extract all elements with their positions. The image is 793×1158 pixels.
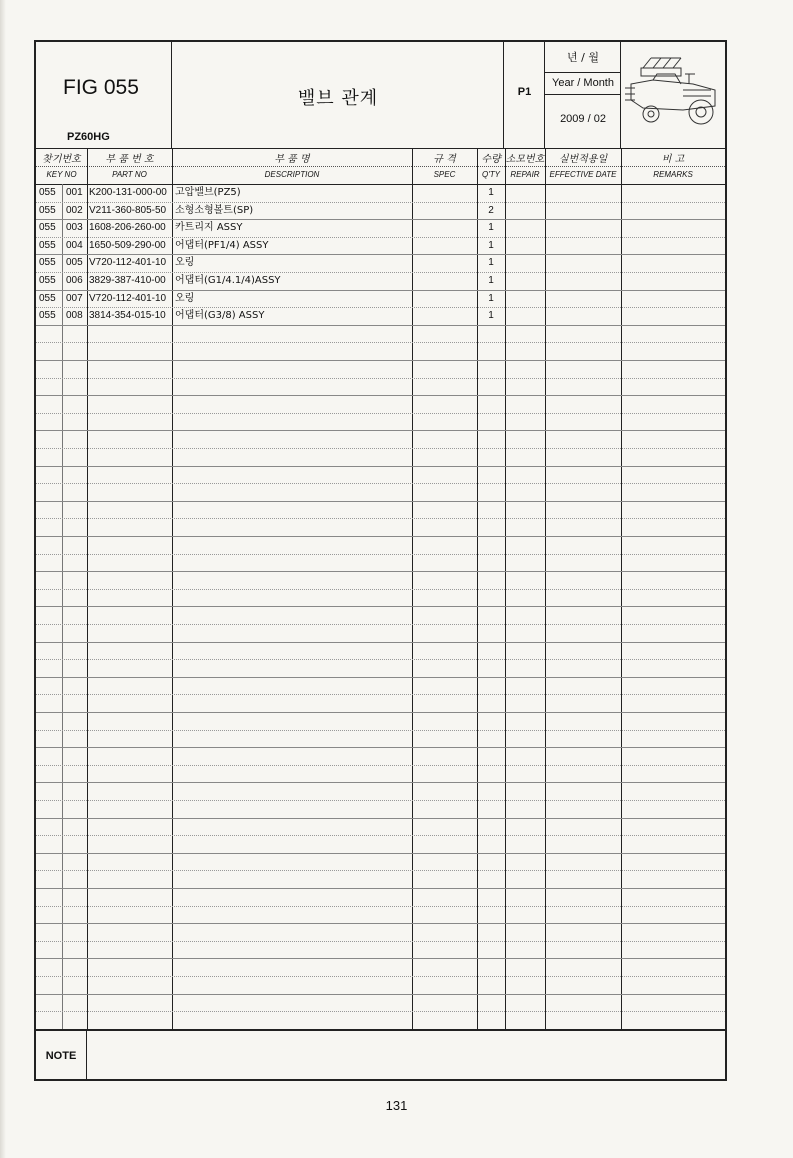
row-rule bbox=[36, 870, 725, 871]
row-rule bbox=[36, 958, 725, 959]
fig-number-cell: 055 bbox=[39, 275, 56, 286]
parts-catalog-sheet bbox=[34, 40, 727, 1081]
row-rule bbox=[36, 994, 725, 995]
key-number-cell: 004 bbox=[66, 239, 83, 251]
quantity-cell: 1 bbox=[488, 239, 494, 251]
model-name: PZ60HG bbox=[67, 131, 110, 143]
sheet-header bbox=[36, 42, 725, 149]
row-rule bbox=[36, 1011, 725, 1012]
page-number: 131 bbox=[385, 1098, 408, 1113]
row-rule bbox=[36, 466, 725, 467]
row-rule bbox=[36, 624, 725, 625]
row-rule bbox=[36, 342, 725, 343]
description-cell: 오링 bbox=[175, 292, 195, 304]
row-rule bbox=[36, 325, 725, 326]
key-number-cell: 002 bbox=[66, 204, 83, 216]
page-title: 밸브 관계 bbox=[297, 88, 379, 109]
date-value: 2009 / 02 bbox=[560, 113, 606, 125]
column-header-repair: 소모번호 REPAIR bbox=[505, 154, 545, 179]
key-number-cell: 003 bbox=[66, 222, 83, 234]
row-rule bbox=[36, 712, 725, 713]
quantity-cell: 1 bbox=[488, 257, 494, 269]
row-rule bbox=[36, 677, 725, 678]
part-number-cell: V211-360-805-50 bbox=[89, 204, 167, 216]
fig-number-cell: 055 bbox=[39, 257, 56, 269]
row-rule bbox=[36, 835, 725, 836]
quantity-cell: 1 bbox=[488, 292, 494, 304]
part-number-cell: 1650-509-290-00 bbox=[89, 239, 166, 251]
date-label-korean: 년 / 월 bbox=[567, 51, 599, 64]
part-number-cell: 1608-206-260-00 bbox=[89, 222, 166, 234]
row-rule bbox=[36, 606, 725, 607]
row-rule bbox=[36, 694, 725, 695]
column-header-key-no: 찾기번호 KEY NO bbox=[36, 148, 87, 184]
row-rule bbox=[36, 730, 725, 731]
row-rule bbox=[36, 448, 725, 449]
part-number-cell: V720-112-401-10 bbox=[89, 257, 167, 269]
row-rule bbox=[36, 659, 725, 660]
row-rule bbox=[36, 571, 725, 572]
row-rule bbox=[36, 923, 725, 924]
fig-number-cell: 055 bbox=[39, 222, 56, 234]
part-number-cell: 3814-354-015-10 bbox=[89, 310, 166, 322]
figure-number: FIG 055 bbox=[63, 76, 139, 99]
parts-table-body bbox=[36, 184, 725, 1029]
fig-number-cell: 055 bbox=[39, 204, 56, 216]
part-number-cell: 3829-387-410-00 bbox=[89, 275, 166, 286]
row-rule bbox=[36, 536, 725, 537]
column-header-remarks: 비 고 REMARKS bbox=[621, 148, 725, 184]
row-rule bbox=[36, 413, 725, 414]
column-header-description: 부 품 명 DESCRIPTION bbox=[172, 148, 412, 184]
row-rule bbox=[36, 589, 725, 590]
fig-number-cell: 055 bbox=[39, 310, 56, 322]
description-cell: 어댑터(G3/8) ASSY bbox=[175, 310, 265, 322]
row-rule bbox=[36, 941, 725, 942]
machine-image-cell bbox=[621, 42, 725, 148]
row-rule bbox=[36, 501, 725, 502]
column-header-effective-date: 실번적용일 EFFECTIVE DATE bbox=[545, 148, 621, 184]
key-number-cell: 001 bbox=[66, 187, 83, 198]
figure-cell bbox=[36, 42, 172, 148]
column-header-part-no: 부 품 번 호 PART NO bbox=[87, 148, 172, 184]
page-code: P1 bbox=[517, 86, 532, 98]
row-rule bbox=[36, 430, 725, 431]
note-section bbox=[36, 1029, 725, 1081]
page-cell bbox=[504, 42, 545, 148]
row-rule bbox=[36, 395, 725, 396]
description-cell: 어댑터(G1/4.1/4)ASSY bbox=[175, 275, 281, 286]
quantity-cell: 1 bbox=[488, 275, 494, 286]
quantity-cell: 1 bbox=[488, 187, 494, 198]
key-number-cell: 006 bbox=[66, 275, 83, 286]
key-number-cell: 008 bbox=[66, 310, 83, 322]
key-number-cell: 005 bbox=[66, 257, 83, 269]
part-number-cell: V720-112-401-10 bbox=[89, 292, 167, 304]
row-rule bbox=[36, 360, 725, 361]
title-cell bbox=[172, 42, 504, 148]
row-rule bbox=[36, 765, 725, 766]
row-rule bbox=[36, 747, 725, 748]
description-cell: 소형소형볼트(SP) bbox=[175, 204, 254, 216]
row-rule bbox=[36, 818, 725, 819]
row-rule bbox=[36, 554, 725, 555]
part-number-cell: K200-131-000-00 bbox=[89, 187, 167, 198]
row-rule bbox=[36, 378, 725, 379]
description-cell: 오링 bbox=[175, 257, 195, 269]
date-label-english: Year / Month bbox=[545, 72, 621, 95]
description-cell: 어댑터(PF1/4) ASSY bbox=[175, 239, 269, 251]
fig-number-cell: 055 bbox=[39, 239, 56, 251]
row-rule bbox=[36, 642, 725, 643]
rice-transplanter-illustration bbox=[623, 54, 723, 132]
row-rule bbox=[36, 800, 725, 801]
row-rule bbox=[36, 853, 725, 854]
row-rule bbox=[36, 518, 725, 519]
page-edge-shadow bbox=[0, 0, 6, 1158]
row-rule bbox=[36, 888, 725, 889]
column-header-qty: 수량 Q'TY bbox=[477, 148, 505, 184]
date-cell bbox=[545, 42, 621, 148]
quantity-cell: 1 bbox=[488, 310, 494, 322]
note-label: NOTE bbox=[36, 1031, 87, 1081]
fig-number-cell: 055 bbox=[39, 187, 56, 198]
description-cell: 고압밸브(PZ5) bbox=[175, 187, 241, 198]
row-rule bbox=[36, 976, 725, 977]
quantity-cell: 1 bbox=[488, 222, 494, 234]
fig-number-cell: 055 bbox=[39, 292, 56, 304]
row-rule bbox=[36, 483, 725, 484]
row-rule bbox=[36, 906, 725, 907]
key-number-cell: 007 bbox=[66, 292, 83, 304]
row-rule bbox=[36, 782, 725, 783]
column-header-spec: 규 격 SPEC bbox=[412, 148, 477, 184]
quantity-cell: 2 bbox=[488, 204, 494, 216]
description-cell: 카트리지 ASSY bbox=[175, 222, 243, 234]
